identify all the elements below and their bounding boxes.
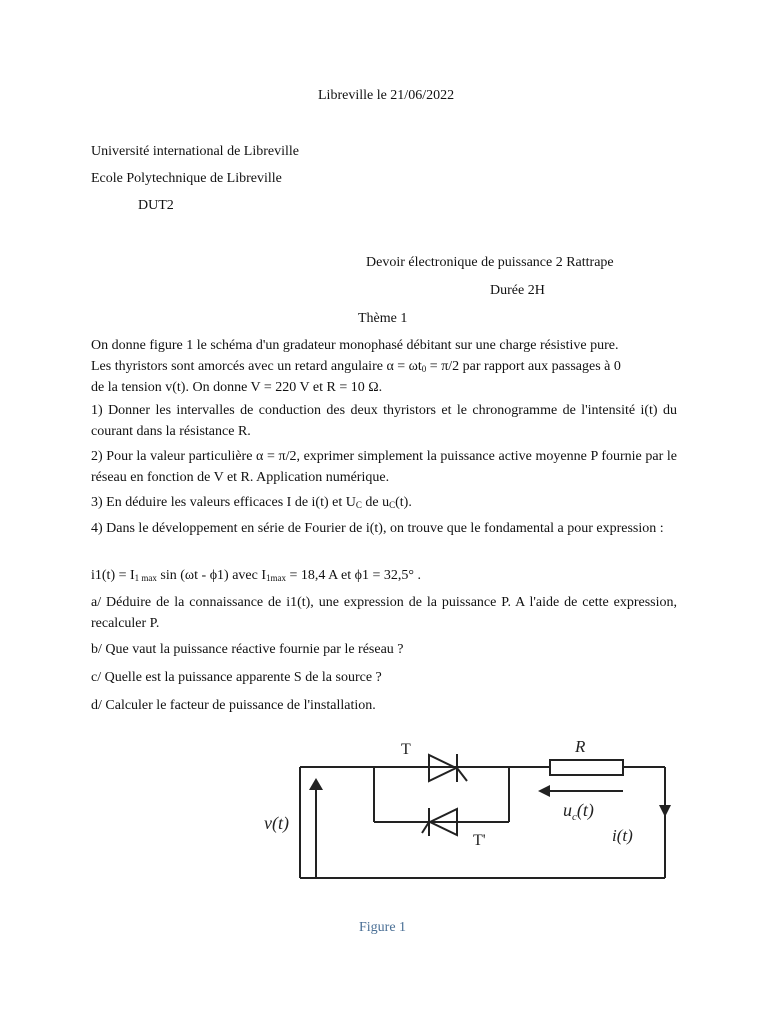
voltage-arrow-head bbox=[309, 778, 323, 790]
exam-duration: Durée 2H bbox=[490, 283, 545, 298]
university-name: Université international de Libreville bbox=[91, 144, 299, 159]
question-2: 2) Pour la valeur particulière α = π/2, exprimer simplement la puissance active moyenne P fournie par le réseau en fonction de V et R. Application numérique. bbox=[91, 449, 677, 485]
label-v: v(t) bbox=[264, 813, 289, 833]
figure-caption: Figure 1 bbox=[359, 920, 407, 935]
resistor-r bbox=[550, 760, 623, 775]
label-t-prime: T' bbox=[473, 832, 486, 849]
intro-line-2: Les thyristors sont amorcés avec un retard angulaire $\alpha = \omega t_0 = \pi/2$ par rapport aux passages à 0 bbox=[91, 359, 621, 374]
level: DUT2 bbox=[138, 198, 174, 213]
circuit-wires bbox=[300, 767, 665, 878]
exam-title: Devoir électronique de puissance 2 Rattrape bbox=[366, 255, 614, 270]
intro-paragraph bbox=[91, 335, 677, 398]
place-date: Libreville le 21/06/2022 bbox=[318, 88, 455, 103]
school-name: Ecole Polytechnique de Libreville bbox=[91, 171, 282, 186]
question-c: c/ Quelle est la puissance apparente S de la source ? bbox=[91, 670, 382, 685]
theme-heading: Thème 1 bbox=[358, 311, 408, 326]
label-uc: $u_c(t)$ bbox=[563, 800, 594, 823]
current-arrow-head bbox=[659, 805, 671, 817]
intro-line-1: On donne figure 1 le schéma d'un gradateur monophasé débitant sur une charge résistive pure. bbox=[91, 338, 619, 353]
circuit-diagram bbox=[230, 728, 700, 900]
question-b: b/ Que vaut la puissance réactive fournie par le réseau ? bbox=[91, 642, 404, 657]
intro-line-3: de la tension v(t). On donne V = 220 V et R = 10 Ω. bbox=[91, 380, 383, 395]
question-3: 3) En déduire les valeurs efficaces I de i(t) et $U_C$ de $u_C(t)$. bbox=[91, 495, 412, 510]
label-r: R bbox=[575, 737, 586, 756]
label-i: i(t) bbox=[612, 826, 633, 845]
question-d: d/ Calculer le facteur de puissance de l'installation. bbox=[91, 698, 376, 713]
uc-arrow-head bbox=[538, 785, 550, 797]
label-t: T bbox=[401, 741, 411, 758]
fundamental-formula: $i1(t) = I_{1 max}$ sin (ωt - ϕ1) avec $I_{1max} = 18,4$ A et ϕ1 = 32,5° . bbox=[91, 568, 421, 583]
question-1: 1) Donner les intervalles de conduction des deux thyristors et le chronogramme de l'intensité i(t) du courant dans la résistance R. bbox=[91, 403, 677, 439]
question-4: 4) Dans le développement en série de Fourier de i(t), on trouve que le fondamental a pour expression : bbox=[91, 521, 664, 536]
question-a: a/ Déduire de la connaissance de i1(t), une expression de la puissance P. A l'aide de cette expression, recalculer P. bbox=[91, 595, 677, 631]
